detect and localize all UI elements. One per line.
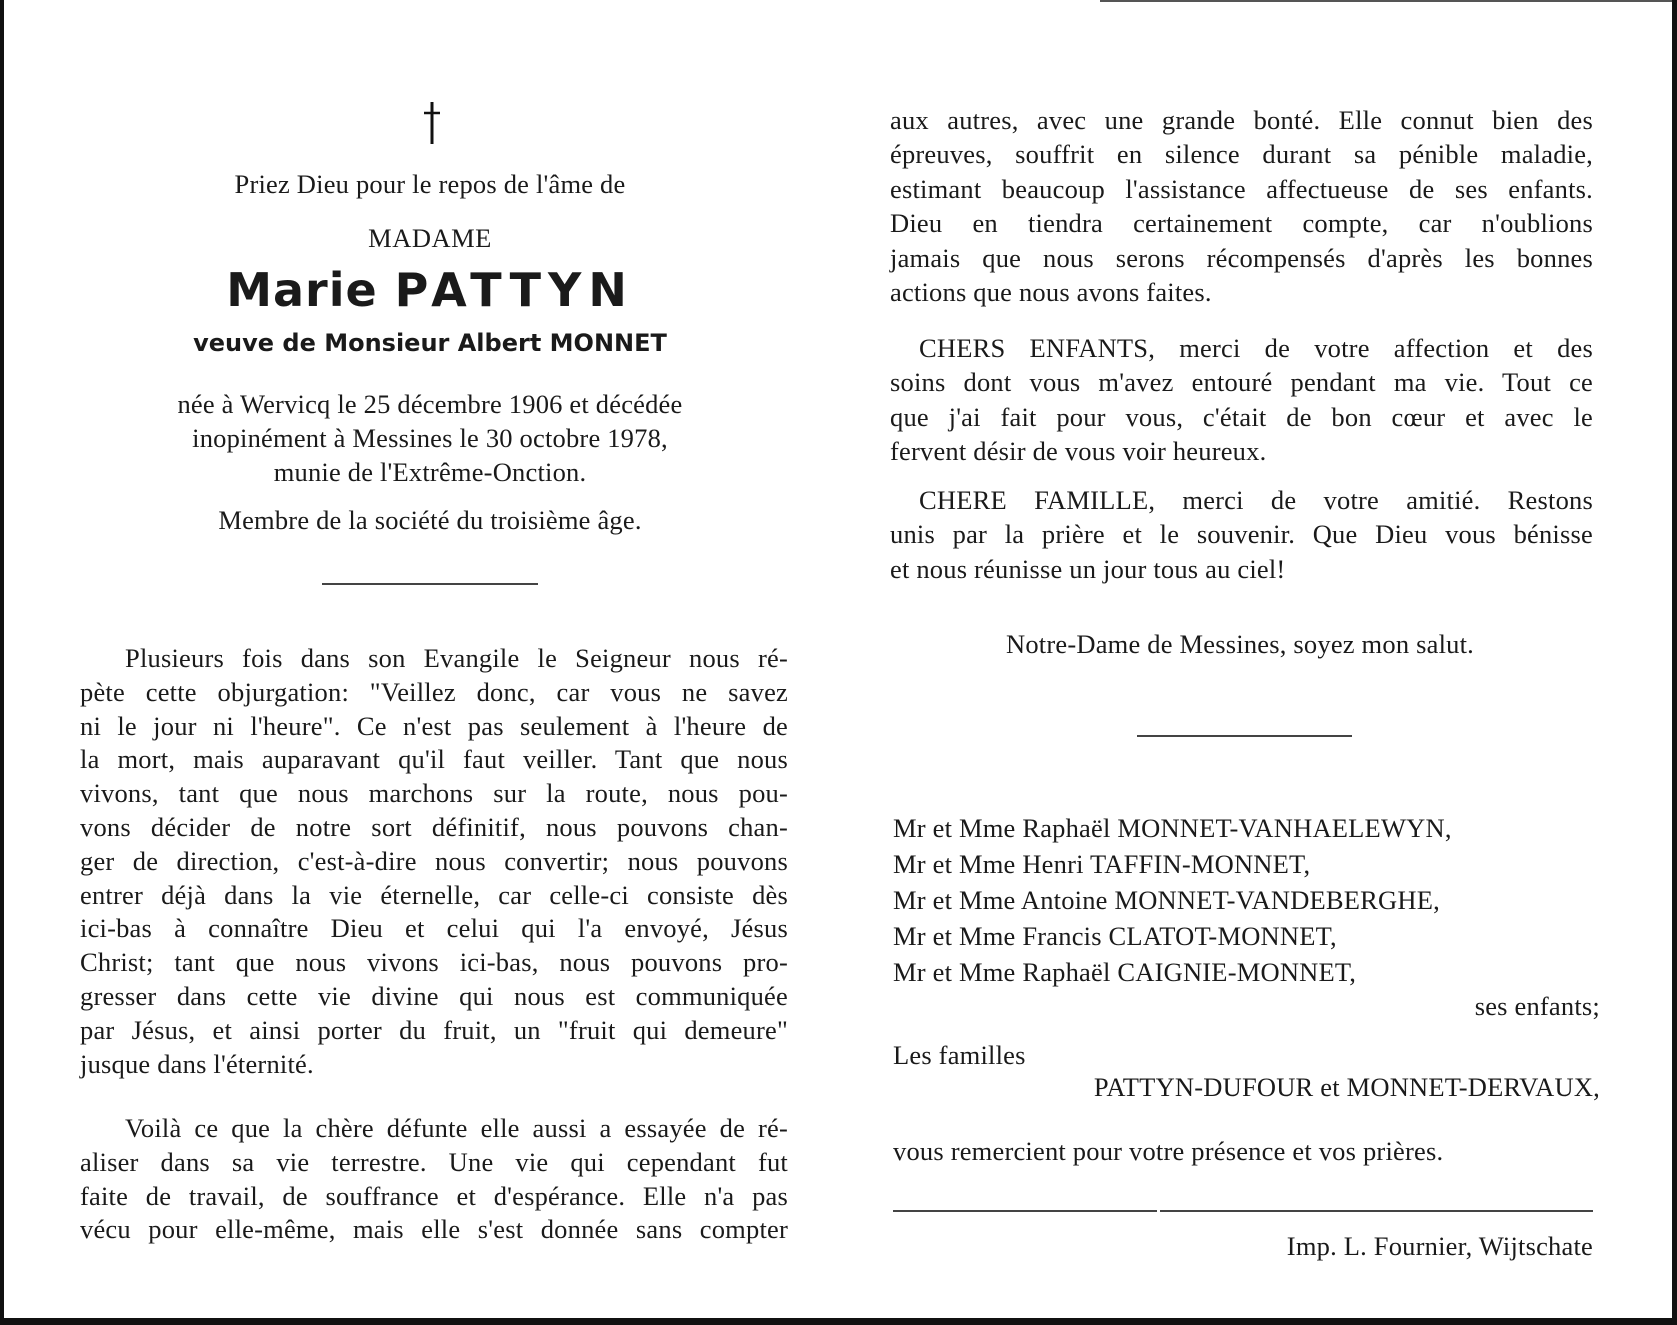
text-line: unis par la prière et le souvenir. Que Dieu vous bénisse: [890, 519, 1593, 550]
text-line: vons décider de notre sort définitif, nous pouvons chan-: [80, 812, 788, 842]
birth-death-line: née à Wervicq le 25 décembre 1906 et décédée: [177, 389, 683, 419]
text-line: estimant beaucoup l'assistance affectueuse de ses enfants.: [890, 173, 1593, 204]
child-couple: Mr et Mme Henri TAFFIN-MONNET,: [893, 849, 1311, 879]
text-line: gresser dans cette vie divine qui nous est communiquée: [80, 981, 788, 1011]
child-couple: Mr et Mme Francis CLATOT-MONNET,: [893, 921, 1337, 951]
cross-icon: [402, 100, 462, 150]
text-line: entrer déjà dans la vie éternelle, car celle-ci consiste dès: [80, 879, 788, 910]
text-line: jusque dans l'éternité.: [80, 1048, 314, 1079]
prayer-line: Priez Dieu pour le repos de l'âme de: [234, 169, 626, 199]
printer-credit: Imp. L. Fournier, Wijtschate: [1286, 1231, 1593, 1261]
thanks-line: vous remercient pour votre présence et vos prières.: [893, 1136, 1444, 1166]
families-names: PATTYN-DUFOUR et MONNET-DERVAUX,: [1093, 1072, 1600, 1102]
children-label: ses enfants;: [1474, 991, 1600, 1021]
text-line: épreuves, souffrit en silence durant sa pénible maladie,: [890, 139, 1593, 170]
text-line: que j'ai fait pour vous, c'était de bon cœur et avec le: [890, 401, 1593, 432]
text-line: pète cette objurgation: "Veillez donc, car vous ne savez: [80, 676, 788, 707]
child-couple: Mr et Mme Raphaël CAIGNIE-MONNET,: [893, 957, 1357, 987]
text-line: Christ; tant que nous vivons ici-bas, nous pouvons pro-: [80, 947, 788, 978]
deceased-name: [60, 262, 800, 318]
text-line: vivons, tant que nous marchons sur la route, nous pou-: [80, 778, 788, 809]
membership-line: Membre de la société du troisième âge.: [218, 505, 642, 535]
text-line: ger de direction, c'est-à-dire nous convertir; nous pouvons: [80, 845, 788, 876]
text-line: ni le jour ni l'heure". Ce n'est pas seulement à l'heure de: [80, 710, 788, 741]
text-line: aux autres, avec une grande bonté. Elle connut bien des: [890, 105, 1593, 135]
text-line: soins dont vous m'avez entouré pendant ma vie. Tout ce: [890, 367, 1593, 398]
text-line: vécu pour elle-même, mais elle s'est donnée sans compter: [80, 1214, 788, 1245]
families-intro: Les familles: [893, 1040, 1026, 1070]
text-line: faite de travail, de souffrance et d'espérance. Elle n'a pas: [80, 1180, 788, 1211]
text-line: Voilà ce que la chère défunte elle aussi a essayée de ré-: [125, 1113, 788, 1143]
card-border-bottom: [0, 1318, 1677, 1325]
card-border-top: [1100, 0, 1672, 2]
separator-rule: [322, 583, 538, 585]
text-line: CHERS ENFANTS, merci de votre affection et des: [919, 333, 1593, 363]
text-line: fervent désir de vous voir heureux.: [890, 436, 1267, 467]
child-couple: Mr et Mme Raphaël MONNET-VANHAELEWYN,: [893, 813, 1452, 843]
birth-death-line: munie de l'Extrême-Onction.: [273, 457, 587, 487]
text-line: CHERE FAMILLE, merci de votre amitié. Restons: [919, 485, 1593, 515]
child-couple: Mr et Mme Antoine MONNET-VANDEBERGHE,: [893, 885, 1440, 915]
card-border-left: [0, 0, 4, 1325]
text-line: jamais que nous serons récompensés d'après les bonnes: [890, 242, 1593, 273]
footer-rule: [893, 1210, 1157, 1212]
text-line: actions que nous avons faites.: [890, 277, 1212, 307]
text-line: Dieu en tiendra certainement compte, car n'oublions: [890, 208, 1593, 239]
text-line: par Jésus, et ainsi porter du fruit, un "fruit qui demeure": [80, 1014, 788, 1045]
deceased-surname: PATTYN: [394, 263, 634, 317]
invocation-line: Notre-Dame de Messines, soyez mon salut.: [1006, 629, 1474, 659]
birth-death-line: inopinément à Messines le 30 octobre 1978,: [192, 423, 668, 453]
title-madame: MADAME: [368, 223, 492, 253]
footer-rule: [1160, 1210, 1593, 1212]
card-border-right: [1672, 0, 1677, 1325]
widow-line: veuve de Monsieur Albert MONNET: [193, 329, 667, 357]
separator-rule: [1137, 735, 1352, 737]
text-line: la mort, mais auparavant qu'il faut veiller. Tant que nous: [80, 744, 788, 775]
deceased-first-name: Marie: [226, 263, 378, 317]
text-line: ici-bas à connaître Dieu et celui qui l'a envoyé, Jésus: [80, 913, 788, 944]
text-line: et nous réunisse un jour tous au ciel!: [890, 553, 1286, 584]
text-line: Plusieurs fois dans son Evangile le Seigneur nous ré-: [125, 643, 788, 673]
text-line: aliser dans sa vie terrestre. Une vie qui cependant fut: [80, 1146, 788, 1177]
